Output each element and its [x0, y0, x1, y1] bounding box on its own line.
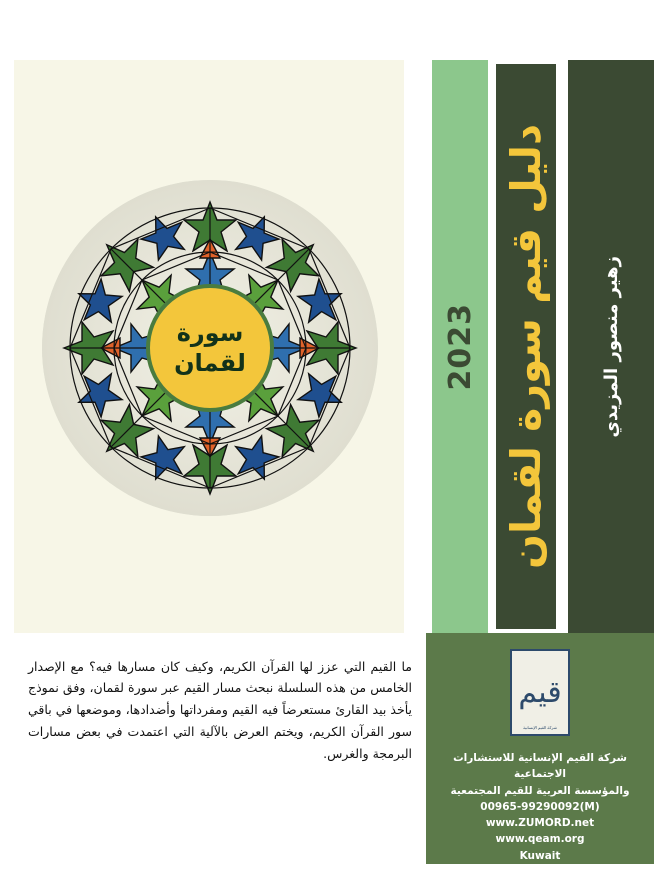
surah-badge-line1: سورة [176, 319, 244, 347]
islamic-geometric-star-mandala-icon [42, 180, 378, 516]
cover-blurb-text: ما القيم التي عزز لها القرآن الكريم، وكيف كان مسارها فيه؟ مع الإصدار الخامس من هذه السلسلة نبحث مسار القيم عبر سورة لقمان، وفق نموذج يأخذ بيد القارئ مستعرضاً فيه القيم ومفرداتها وأضدادها، وموضعها في باقي سور القرآن الكريم، ويختم العرض بالآلية التي اعتمدت في بعض مسارات البرمجة والغرس. [28, 658, 412, 761]
publisher-block [426, 633, 654, 864]
artwork-panel [14, 60, 404, 633]
blurb-block [14, 633, 426, 864]
year-column [432, 60, 488, 633]
publisher-logo-icon [510, 649, 570, 736]
author-name: زهير منصور المزيدي [600, 255, 622, 438]
book-cover [14, 14, 654, 864]
title-column-inner [496, 64, 556, 629]
cover-upper-section [14, 60, 654, 633]
author-column [568, 60, 654, 633]
publisher-website-qeam[interactable]: www.qeam.org [495, 833, 585, 846]
publisher-logo-caption: شركة القيم الإنسانية [523, 725, 557, 731]
publisher-country: Kuwait [519, 849, 561, 862]
publisher-contact-lines [426, 750, 654, 864]
surah-badge [146, 284, 274, 412]
publication-year: 2023 [442, 302, 478, 391]
publisher-phone: 00965-99290092(M) [480, 800, 600, 813]
publisher-line-2: والمؤسسة العربية للقيم المجتمعية [450, 784, 630, 797]
publisher-logo-glyph: قيم [518, 674, 562, 710]
surah-badge-line2: لقمان [174, 349, 246, 377]
publisher-line-1: شركة القيم الإنسانية للاستشارات الاجتماعية [453, 752, 627, 781]
cover-lower-section [14, 633, 654, 864]
title-column [494, 60, 558, 633]
publisher-website-zumord[interactable]: www.ZUMORD.net [485, 817, 595, 830]
book-title: دليل قيم سورة لقمان [502, 124, 550, 569]
